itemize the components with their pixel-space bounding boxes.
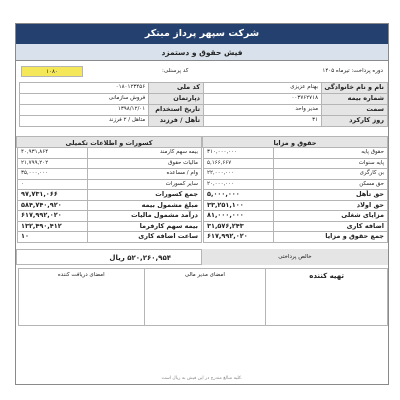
earning-value: ۲۲,۰۰۰,۰۰۰ bbox=[203, 168, 274, 180]
deduction-value: ۱۳۲,۴۹۰,۴۱۲ bbox=[17, 221, 88, 233]
deduction-label: جمع کسورات bbox=[87, 189, 202, 201]
slip-title: فیش حقوق و دستمزد bbox=[16, 44, 388, 61]
earning-label: پایه سنوات bbox=[273, 158, 388, 170]
info-key: تاریخ استخدام bbox=[148, 104, 204, 116]
info-value: بهنام عزیزی bbox=[203, 82, 322, 94]
deduction-value: ۹۷,۷۳۱,۰۶۶ bbox=[17, 189, 88, 201]
deduction-label: بیمه سهم کارمند bbox=[87, 147, 202, 159]
info-key: نام و نام خانوادگی bbox=[321, 82, 388, 94]
info-value: ۰۱۸۰۱۲۳۴۵۶ bbox=[19, 82, 149, 94]
net-pay-value: ۵۲۰,۲۶۰,۹۵۴ ریال bbox=[16, 249, 202, 265]
info-value: فروش سازمانی bbox=[19, 93, 149, 105]
info-value: مدیر واحد bbox=[203, 104, 322, 116]
deduction-value: ۵۸۴,۷۴۰,۹۲۰ bbox=[17, 200, 88, 212]
period-row bbox=[16, 64, 388, 78]
info-key: کد ملی bbox=[148, 82, 204, 94]
info-key: روز کارکرد bbox=[321, 115, 388, 127]
info-value: متاهل / ۲ فرزند bbox=[19, 115, 149, 127]
deduction-value: ۳۵,۰۰۰,۰۰۰ bbox=[17, 168, 88, 180]
footer-note: کلیه مبالغ مندرج در این فیش به ریال است. bbox=[161, 376, 243, 381]
net-pay-row bbox=[16, 249, 388, 265]
earning-value: ۵,۰۰۰,۰۰۰ bbox=[203, 189, 274, 201]
table-row bbox=[202, 232, 388, 243]
signatures-row bbox=[16, 268, 388, 326]
payslip-sheet bbox=[15, 23, 389, 385]
personnel-code-label: کد پرسنلی: bbox=[162, 68, 189, 74]
earning-label: حق مسکن bbox=[273, 179, 388, 191]
deduction-value: ۴۰,۹۳۱,۸۶۴ bbox=[17, 147, 88, 159]
pay-details bbox=[16, 136, 388, 243]
deduction-value: ۱۰ bbox=[17, 231, 88, 243]
earning-value: ۵,۱۶۶,۶۶۷ bbox=[203, 158, 274, 170]
employee-info-table bbox=[16, 83, 388, 127]
deduction-label: مالیات حقوق bbox=[87, 158, 202, 170]
deduction-label: سایر کسورات bbox=[87, 179, 202, 191]
deduction-label: ساعت اضافه کاری bbox=[87, 231, 202, 243]
info-value: ۳۱ bbox=[203, 115, 322, 127]
personnel-code-value: ۱۰۸۰ bbox=[21, 66, 83, 77]
earning-value: ۳۱,۵۷۶,۲۴۳ bbox=[203, 221, 274, 233]
info-value: ۰۰۳۷۶۲۷۱۸ bbox=[203, 93, 322, 105]
deduction-value: ۶۱۷,۹۹۲,۰۲۰ bbox=[17, 210, 88, 222]
info-key: دپارتمان bbox=[148, 93, 204, 105]
deduction-value: ۲۱,۷۹۹,۲۰۲ bbox=[17, 158, 88, 170]
deduction-label: مبلغ مشمول بیمه bbox=[87, 200, 202, 212]
earning-value: ۳۱۰,۰۰۰,۰۰۰ bbox=[203, 147, 274, 159]
earning-label: مزایای شغلی bbox=[273, 210, 388, 222]
earning-label: حق تأهل bbox=[273, 189, 388, 201]
deduction-label: بیمه سهم کارفرما bbox=[87, 221, 202, 233]
earning-label: بن کارگری bbox=[273, 168, 388, 180]
deductions-section bbox=[16, 136, 202, 243]
earning-value: ۳۳,۲۵۱,۱۰۰ bbox=[203, 200, 274, 212]
earning-label: اضافه کاری bbox=[273, 221, 388, 233]
deduction-label: درآمد مشمول مالیات bbox=[87, 210, 202, 222]
info-key: سمت bbox=[321, 104, 388, 116]
earning-value: ۶۱۷,۹۹۲,۰۲۰ bbox=[203, 231, 274, 243]
info-value: ۱۳۹۸/۱۲/۰۱ bbox=[19, 104, 149, 116]
net-pay-label: خالص پرداختی bbox=[202, 249, 388, 265]
earnings-header: حقوق و مزایا bbox=[202, 136, 388, 148]
table-row bbox=[16, 232, 202, 243]
earning-label: حقوق پایه bbox=[273, 147, 388, 159]
company-title: شرکت سپهر پرداز مبتکر bbox=[16, 24, 388, 44]
finance-manager-signature-box: امضای مدیر مالی bbox=[144, 268, 267, 326]
earning-label: جمع حقوق و مزایا bbox=[273, 231, 388, 243]
info-key: شماره بیمه bbox=[321, 93, 388, 105]
earning-value: ۸۱,۰۰۰,۰۰۰ bbox=[203, 210, 274, 222]
earning-value: ۲۰,۰۰۰,۰۰۰ bbox=[203, 179, 274, 191]
earnings-section bbox=[202, 136, 388, 243]
deductions-header: کسورات و اطلاعات تکمیلی bbox=[16, 136, 202, 148]
period-label: دوره پرداخت: تیرماه ۱۴۰۵ bbox=[322, 68, 383, 74]
deduction-label: وام / مساعده bbox=[87, 168, 202, 180]
prepared-by-box: تهیه کننده bbox=[265, 268, 388, 326]
earning-label: حق اولاد bbox=[273, 200, 388, 212]
receiver-signature-box: امضای دریافت کننده bbox=[18, 268, 144, 326]
info-key: تأهل / فرزند bbox=[148, 115, 204, 127]
deduction-value: ۰ bbox=[17, 179, 88, 191]
